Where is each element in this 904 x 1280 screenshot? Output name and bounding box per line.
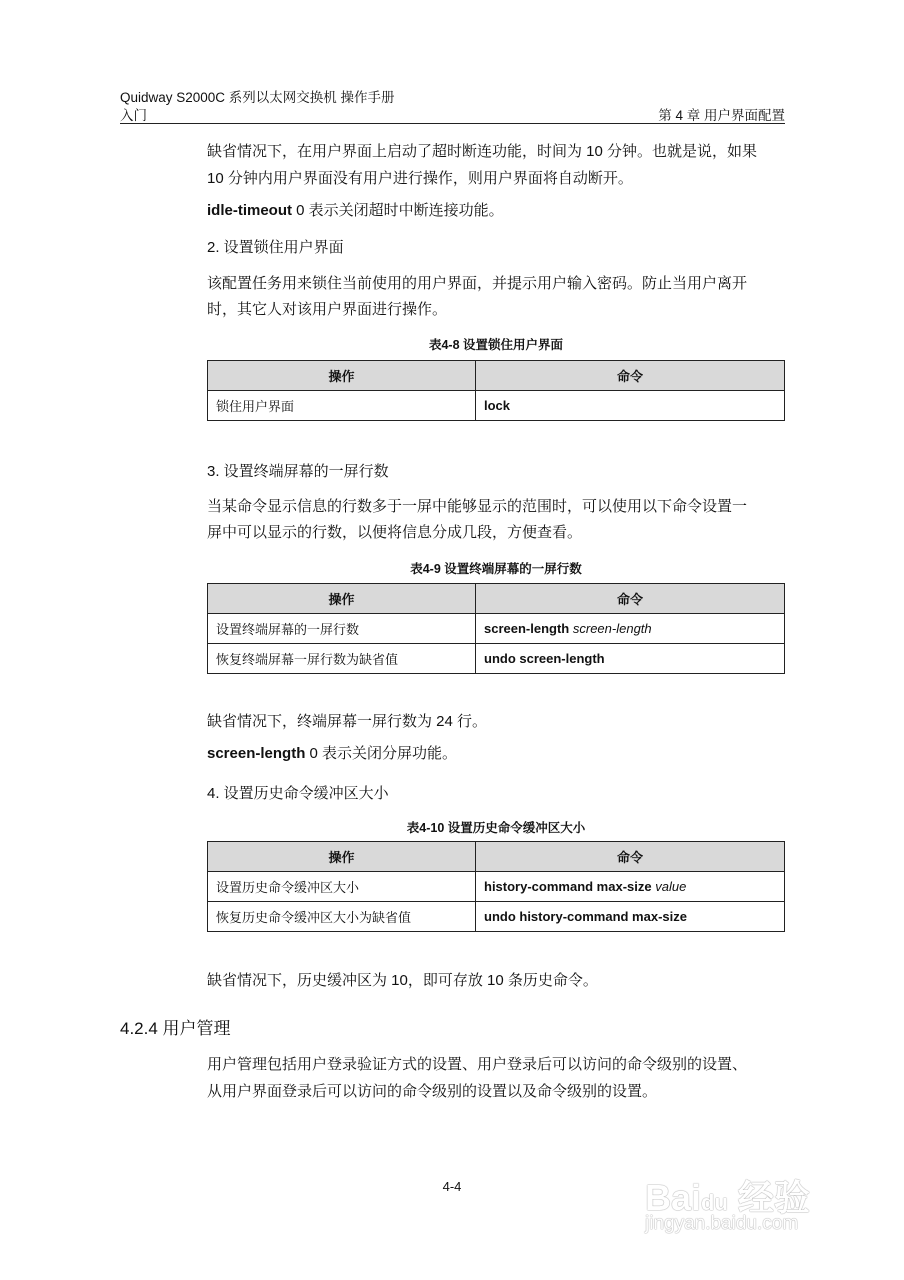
- baidu-logo-watermark: Baidu 经验: [645, 1177, 810, 1218]
- paragraph: [207, 199, 504, 220]
- table-lock: [207, 360, 785, 421]
- command: screen-length: [207, 745, 306, 762]
- op-cell: 设置历史命令缓冲区大小: [208, 872, 476, 902]
- page-number: 4-4: [442, 1179, 462, 1194]
- table-caption: 表4-9 设置终端屏幕的一屏行数: [410, 562, 582, 576]
- argument: value: [655, 879, 687, 894]
- text: 0 表示关闭分屏功能。: [305, 745, 458, 762]
- paragraph: 缺省情况下，在用户界面上启动了超时断连功能，时间为 10 分钟。也就是说，如果: [207, 143, 758, 160]
- op-cell: 恢复历史命令缓冲区大小为缺省值: [208, 902, 476, 932]
- paragraph: 当某命令显示信息的行数多于一屏中能够显示的范围时，可以使用以下命令设置一: [207, 498, 748, 515]
- op-cell: 恢复终端屏幕一屏行数为缺省值: [208, 644, 476, 674]
- table-caption: 表4-8 设置锁住用户界面: [428, 338, 564, 352]
- column-header: 操作: [208, 842, 476, 872]
- table-caption: 表4-10 设置历史命令缓冲区大小: [406, 821, 586, 835]
- subsection-heading: 4.2.4 用户管理: [120, 1019, 231, 1038]
- paragraph: 缺省情况下，终端屏幕一屏行数为 24 行。: [207, 713, 488, 730]
- table-screen-length: [207, 583, 785, 674]
- column-header: 操作: [208, 361, 476, 391]
- paragraph: 从用户界面登录后可以访问的命令级别的设置以及命令级别的设置。: [207, 1083, 658, 1100]
- column-header: 操作: [208, 584, 476, 614]
- section-heading: 2. 设置锁住用户界面: [207, 239, 344, 256]
- command: idle-timeout: [207, 202, 292, 219]
- section-heading: 3. 设置终端屏幕的一屏行数: [207, 463, 389, 480]
- paragraph: 时，其它人对该用户界面进行操作。: [207, 301, 448, 318]
- column-header: 命令: [476, 584, 785, 614]
- paragraph: 屏中可以显示的行数，以便将信息分成几段，方便查看。: [207, 524, 583, 541]
- table-row: [208, 614, 785, 644]
- paragraph: 用户管理包括用户登录验证方式的设置、用户登录后可以访问的命令级别的设置、: [207, 1056, 748, 1073]
- cmd-cell: undo history-command max-size: [476, 902, 785, 932]
- table-row: [208, 872, 785, 902]
- cmd-cell: lock: [476, 391, 785, 421]
- header-title: Quidway S2000C 系列以太网交换机 操作手册: [120, 90, 395, 105]
- table-row: [208, 391, 785, 421]
- column-header: 命令: [476, 842, 785, 872]
- table-row: [208, 644, 785, 674]
- text: 0 表示关闭超时中断连接功能。: [292, 202, 504, 219]
- column-header: 命令: [476, 361, 785, 391]
- watermark-url: jingyan.baidu.com: [645, 1213, 799, 1234]
- paragraph: 缺省情况下，历史缓冲区为 10，即可存放 10 条历史命令。: [207, 972, 598, 989]
- table-history: [207, 841, 785, 932]
- table-row: [208, 902, 785, 932]
- cmd-cell: [476, 614, 785, 644]
- command: screen-length: [484, 621, 570, 636]
- op-cell: 锁住用户界面: [208, 391, 476, 421]
- argument: screen-length: [572, 621, 652, 636]
- paragraph: 10 分钟内用户界面没有用户进行操作，则用户界面将自动断开。: [207, 170, 633, 187]
- header-section: 入门: [120, 108, 147, 123]
- cmd-cell: undo screen-length: [476, 644, 785, 674]
- paragraph: 该配置任务用来锁住当前使用的用户界面，并提示用户输入密码。防止当用户离开: [207, 275, 748, 292]
- header-chapter: 第 4 章 用户界面配置: [658, 108, 785, 123]
- section-heading: 4. 设置历史命令缓冲区大小: [207, 785, 389, 802]
- cmd-cell: [476, 872, 785, 902]
- op-cell: 设置终端屏幕的一屏行数: [208, 614, 476, 644]
- command: history-command max-size: [484, 879, 652, 894]
- paragraph: [207, 742, 457, 763]
- header-rule: [120, 123, 785, 124]
